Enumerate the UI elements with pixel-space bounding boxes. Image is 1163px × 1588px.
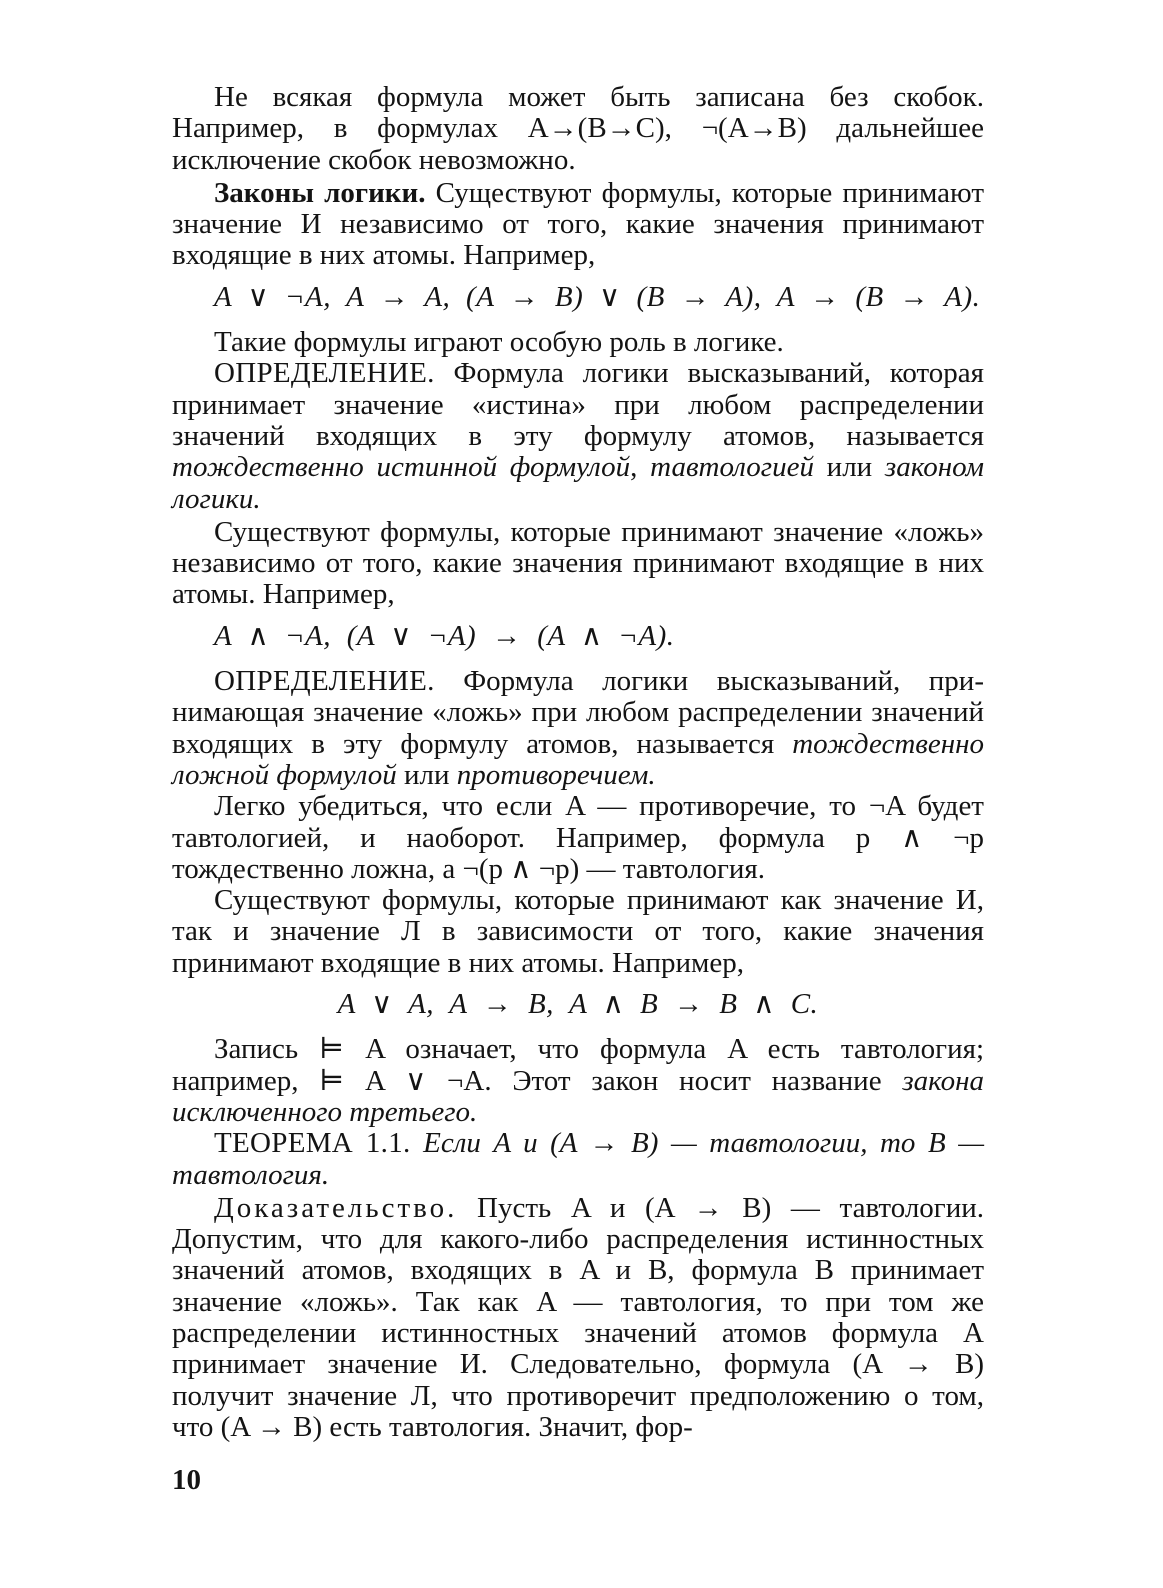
page-body <box>172 82 984 1443</box>
formula-tautology-examples: A ∨ ¬A, A → A, (A → B) ∨ (B → A), A → (B → A). <box>214 280 981 313</box>
definition-label: ОПРЕДЕЛЕНИЕ. <box>214 357 435 390</box>
paragraph-definition-contradiction <box>172 666 984 791</box>
formula-contradiction-examples: A ∧ ¬A, (A ∨ ¬A) → (A ∧ ¬A). <box>214 619 675 652</box>
theorem-label: ТЕОРЕМА 1.1. <box>214 1127 411 1160</box>
paragraph-laws-of-logic <box>172 178 984 272</box>
definition-label: ОПРЕДЕЛЕНИЕ. <box>214 665 435 698</box>
proof-label: Доказательство. <box>214 1191 458 1224</box>
paragraph-definition-tautology <box>172 358 984 514</box>
separator: или <box>396 758 457 791</box>
term-excluded-middle: закона исключенного третьего. <box>172 1064 984 1128</box>
separator: или <box>813 451 885 484</box>
paragraph-false-formulas: Существуют формулы, которые принимают значение «ложь» независимо от того, какие значения принимают входящие в них атомы. Например, <box>172 515 984 611</box>
paragraph-negation-example: Легко убедиться, что если A — противоречие, то ¬A будет тавтологией, и наоборот. Например, формула p ∧ ¬p тождественно ложна, а ¬(p ∧ ¬p) — тавтология. <box>172 790 984 885</box>
formula-neutral-examples: A ∨ A, A → B, A ∧ B → B ∧ C. <box>337 988 819 1021</box>
term-identically-false: тождественно ложной формулой <box>172 727 984 791</box>
page-number: 10 <box>172 1464 201 1496</box>
notation-text: Запись ⊨ A означает, что формула A есть тавтология; например, ⊨ A ∨ ¬A. Этот закон носит название <box>172 1033 984 1097</box>
separator: , <box>630 451 651 484</box>
theorem-statement: Если A и (A → B) — тавтологии, то B — тавтология. <box>172 1127 984 1191</box>
term-law-of-logic: законом логики. <box>172 451 984 515</box>
paragraph-theorem <box>172 1128 984 1191</box>
definition-text: Формула логики высказываний, которая принимает значение «истина» при любом распределении значений входящих в эту формулу атомов, называется <box>172 357 984 452</box>
paragraph-neutral-formulas: Существуют формулы, которые принимают как значение И, так и значение Л в зависимости от того, какие значения принимают входящие в них атомы. Например, <box>172 884 984 979</box>
definition-text: Формула логики высказываний, принимающая значение «ложь» при любом распределении значений входящих в эту формулу атомов, называется <box>172 665 984 760</box>
paragraph-special-role: Такие формулы играют особую роль в логике. <box>214 326 784 359</box>
paragraph-laws-text: Существуют формулы, которые принимают значение И независимо от того, какие значения принимают входящие в них атомы. Например, <box>172 176 984 272</box>
paragraph-proof <box>172 1193 984 1443</box>
term-identically-true: тождественно истинной формулой <box>172 451 631 484</box>
proof-text: Пусть A и (A → B) — тавтологии. Допустим, что для какого-либо распределения истинностных значений атомов, входящих в A и B, формула B принимает значение «ложь». Так как A — тавтология, то при том же распределении истинностных значений атомов формула A принимает значение И. Следовательно, формула (A → B) получит значение Л, что противоречит предположению о том, что (A → B) есть тавтология. Значит, фор- <box>172 1191 984 1443</box>
paragraph-intro: Не всякая формула может быть записана без скобок. Например, в формулах A→(B→C), ¬(A→B) дальнейшее исключение скобок невозможно. <box>172 81 984 176</box>
term-laws-of-logic: Законы логики. <box>214 176 426 209</box>
term-tautology: тавтологией <box>650 451 814 484</box>
term-contradiction: противоречием. <box>456 758 656 791</box>
paragraph-notation <box>172 1034 984 1128</box>
